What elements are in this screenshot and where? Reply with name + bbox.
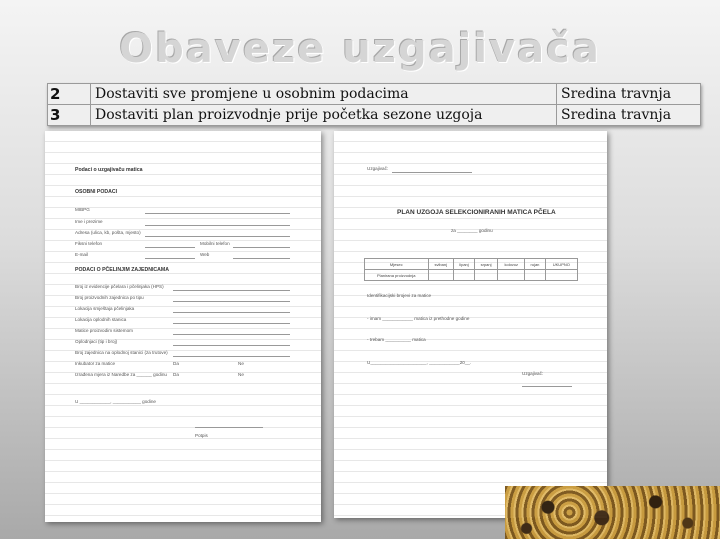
form-field-label: Inkubator za matice [75, 361, 116, 366]
signature-label: Potpis [195, 433, 208, 438]
breeder-sign-label: Uzgajivač: [522, 371, 544, 376]
table-header-cell: svibanj [428, 259, 454, 270]
form-field-label: Broj iz evidencije pčelara i pčelinjaka (HPS) [75, 284, 164, 289]
have-queens-line: - imam ____________ matica iz prethodne godine [367, 316, 470, 321]
form-field-label: Adresa (ulica, kb, pošta, mjesto) [75, 230, 141, 235]
form-field-label: Oplodnjaci (tip i broj) [75, 339, 118, 344]
task-number: 3 [48, 105, 91, 126]
table-row-label: Planirana proizvodnja [365, 270, 429, 281]
form-field-label: Lokacija smještaja pčelinjaka [75, 306, 135, 311]
place-date-line: U ____________, ___________ godine [75, 399, 156, 404]
form-field-label: Web [200, 252, 210, 257]
breeding-plan-form-image [334, 131, 607, 518]
form-section-title: OSOBNI PODACI [75, 189, 118, 195]
task-number: 2 [48, 84, 91, 105]
task-deadline: Sredina travnja [557, 105, 701, 126]
plan-year-line: za ________ godinu [451, 228, 493, 233]
table-header-cell: UKUPNO [545, 259, 577, 270]
plan-heading: PLAN UZGOJA SELEKCIONIRANIH MATICA PČELA [397, 209, 556, 216]
table-header-cell: rujan [525, 259, 545, 270]
option-yes: Da [173, 361, 179, 366]
form-field-label: Lokacija oplodnih stanica [75, 317, 127, 322]
table-header-cell: srpanj [474, 259, 497, 270]
breeder-data-form-image [45, 131, 321, 522]
task-deadline: Sredina travnja [557, 84, 701, 105]
table-row [48, 84, 701, 105]
place-date-line: U______________________, ____________20__. [367, 360, 472, 365]
honeybee-photo [505, 486, 720, 539]
form-field-label: Ime i prezime [75, 219, 103, 224]
page-title: Obaveze uzgajivača [119, 26, 601, 72]
breeder-label: Uzgajivač: [367, 166, 389, 171]
form-field-label: Broj zajednica na oplodnoj stanici (za trutove) [75, 350, 168, 355]
table-row [48, 105, 701, 126]
form-section-title: PODACI O PČELINJIM ZAJEDNICAMA [75, 267, 169, 273]
table-header-cell: lipanj [454, 259, 475, 270]
form-field-label: Fiksni telefon [75, 241, 103, 246]
option-no: Ne [238, 372, 244, 377]
tasks-table [47, 83, 701, 126]
form-field-label: Mobilni telefon [200, 241, 230, 246]
id-label: Identifikacijski brojevi za matice [367, 293, 432, 298]
table-header-cell: kolovoz [498, 259, 525, 270]
form-field-label: E-mail [75, 252, 89, 257]
table-row [365, 270, 578, 281]
task-text: Dostaviti plan proizvodnje prije početka sezone uzgoja [91, 105, 557, 126]
need-queens-line: - trebam __________ matica [367, 337, 426, 342]
form-heading: Podaci o uzgajivaču matica [75, 167, 143, 173]
option-yes: Da [173, 372, 179, 377]
option-no: Ne [238, 361, 244, 366]
plan-table [364, 258, 578, 281]
table-row [365, 259, 578, 270]
form-field-label: MIBPG [75, 207, 90, 212]
form-field-label: Matice proizvodim sistemom [75, 328, 133, 333]
form-field-label: Izrađena mjera iz Naredbe za ______ godinu [75, 372, 167, 377]
table-header-cell: Mjesec [365, 259, 429, 270]
form-field-label: Broj proizvodnih zajednica po tipu [75, 295, 144, 300]
task-text: Dostaviti sve promjene u osobnim podacima [91, 84, 557, 105]
